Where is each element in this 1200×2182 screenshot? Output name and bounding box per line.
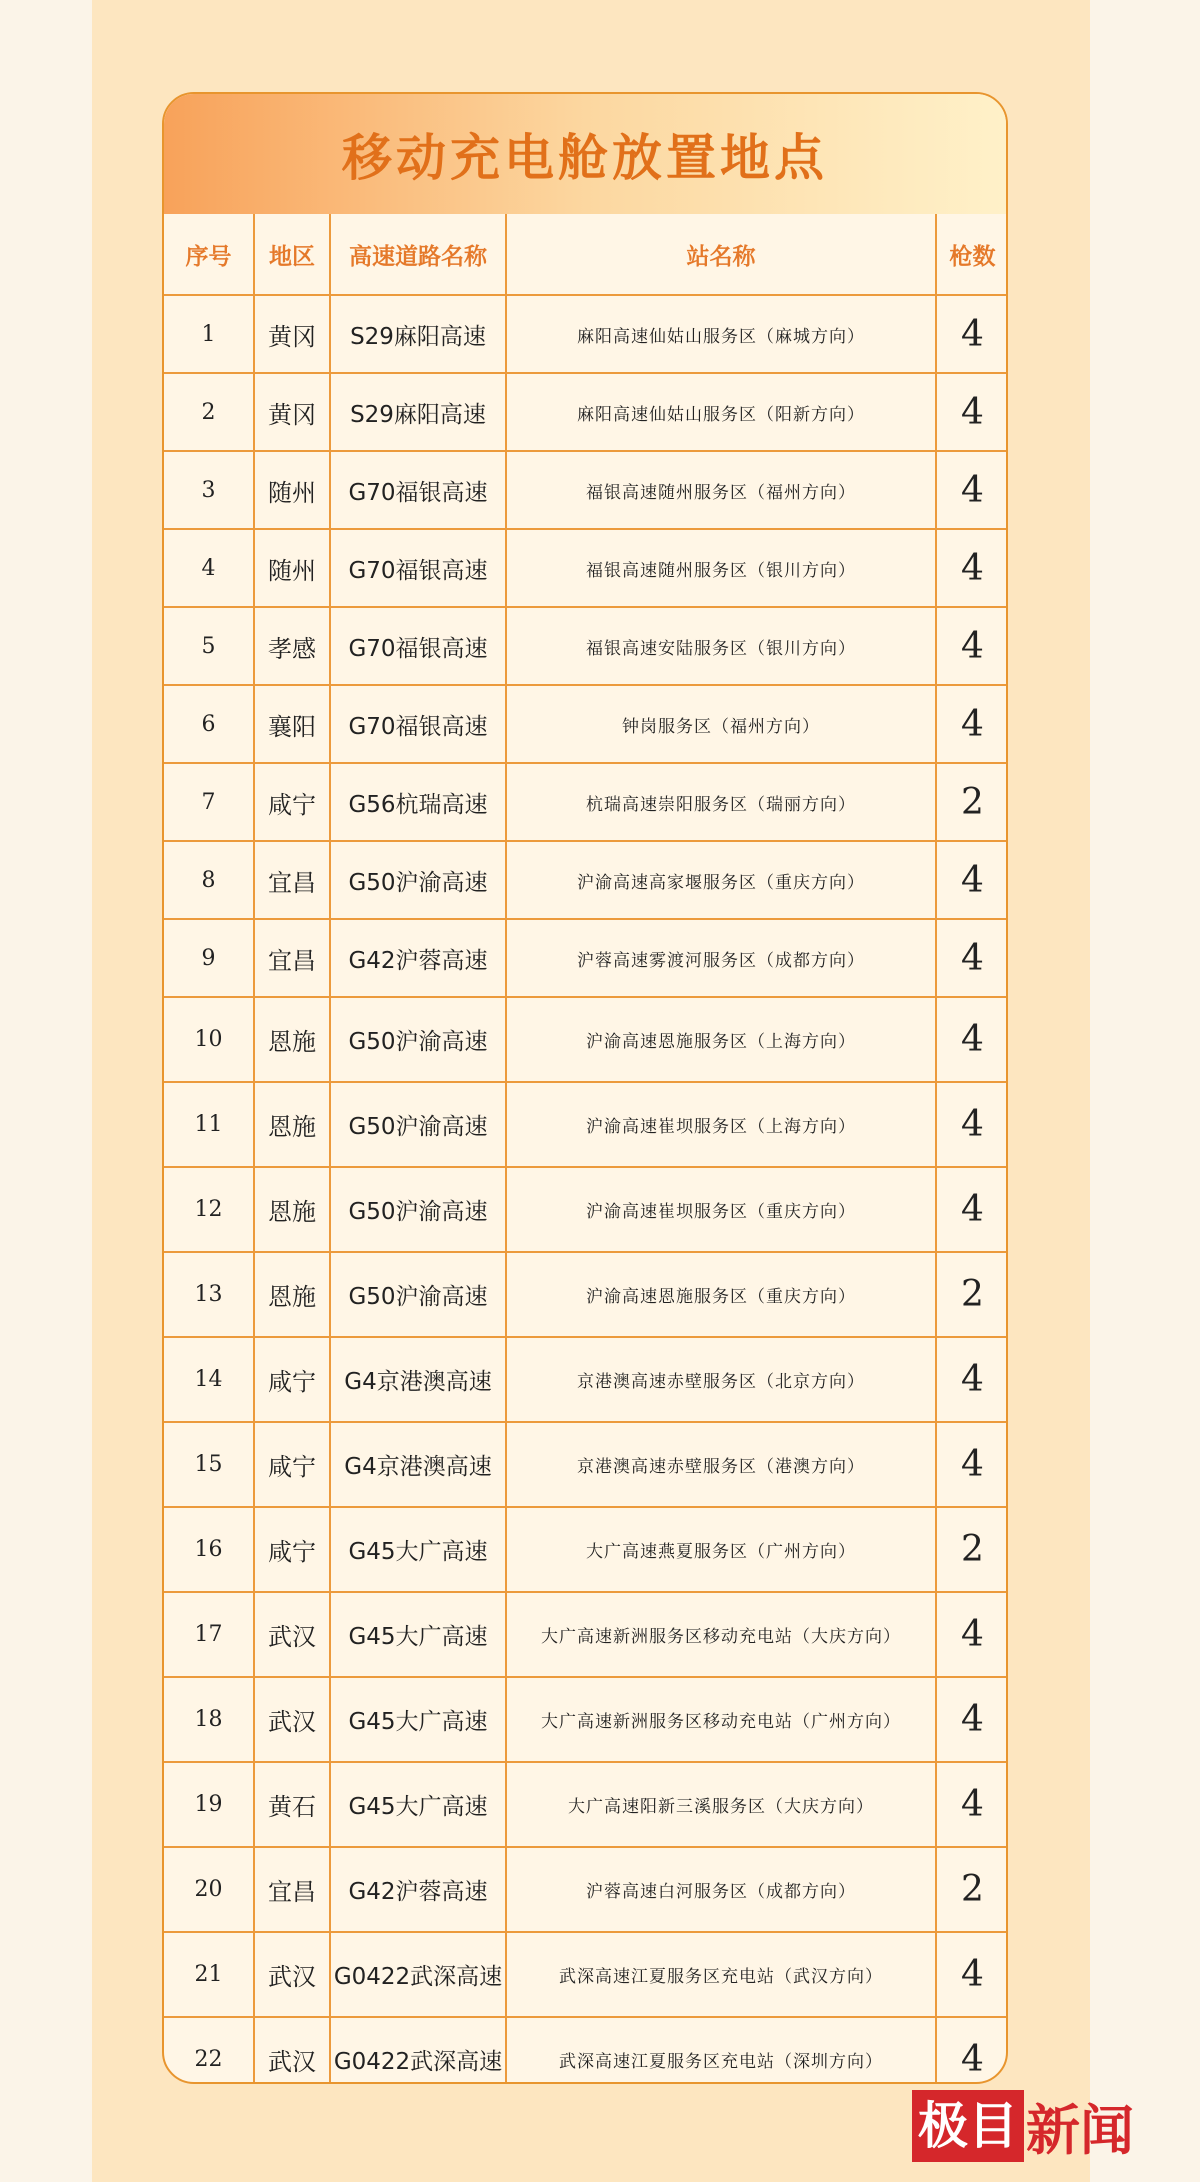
row-station: 沪渝高速崔坝服务区（上海方向） [506,1082,936,1167]
table-row [164,1677,1008,1762]
row-station: 福银高速随州服务区（福州方向） [506,451,936,529]
row-station: 钟岗服务区（福州方向） [506,685,936,763]
row-guns: 4 [936,919,1008,997]
row-road: G45大广高速 [330,1507,506,1592]
row-station: 福银高速随州服务区（银川方向） [506,529,936,607]
row-road: G70福银高速 [330,451,506,529]
row-region: 恩施 [254,1252,330,1337]
header-station: 站名称 [506,214,936,295]
row-no: 10 [164,997,254,1082]
row-guns: 2 [936,763,1008,841]
row-guns: 4 [936,1337,1008,1422]
header-region: 地区 [254,214,330,295]
row-no: 3 [164,451,254,529]
row-no: 18 [164,1677,254,1762]
row-region: 咸宁 [254,1422,330,1507]
row-guns: 4 [936,685,1008,763]
row-road: G45大广高速 [330,1762,506,1847]
row-no: 5 [164,607,254,685]
row-no: 21 [164,1932,254,2017]
table-row [164,1167,1008,1252]
row-region: 孝感 [254,607,330,685]
row-no: 17 [164,1592,254,1677]
row-guns: 4 [936,1762,1008,1847]
row-no: 2 [164,373,254,451]
row-station: 沪渝高速高家堰服务区（重庆方向） [506,841,936,919]
row-road: G50沪渝高速 [330,1252,506,1337]
locations-table [164,214,1008,2084]
row-no: 6 [164,685,254,763]
row-guns: 4 [936,1167,1008,1252]
row-guns: 4 [936,1082,1008,1167]
row-guns: 4 [936,1592,1008,1677]
row-station: 沪蓉高速白河服务区（成都方向） [506,1847,936,1932]
row-road: G70福银高速 [330,607,506,685]
row-no: 7 [164,763,254,841]
row-road: S29麻阳高速 [330,295,506,373]
row-road: G50沪渝高速 [330,1082,506,1167]
row-guns: 4 [936,529,1008,607]
table-row [164,685,1008,763]
row-no: 20 [164,1847,254,1932]
row-road: G45大广高速 [330,1592,506,1677]
table-row [164,451,1008,529]
row-no: 12 [164,1167,254,1252]
row-station: 京港澳高速赤壁服务区（港澳方向） [506,1422,936,1507]
row-station: 大广高速新洲服务区移动充电站（广州方向） [506,1677,936,1762]
table-row [164,763,1008,841]
table-row [164,1082,1008,1167]
row-guns: 4 [936,2017,1008,2084]
row-road: G0422武深高速 [330,2017,506,2084]
row-guns: 4 [936,1932,1008,2017]
table-row [164,841,1008,919]
header-guns: 枪数 [936,214,1008,295]
row-region: 随州 [254,451,330,529]
row-region: 武汉 [254,2017,330,2084]
table-row [164,2017,1008,2084]
row-region: 咸宁 [254,1337,330,1422]
header-no: 序号 [164,214,254,295]
row-road: G42沪蓉高速 [330,1847,506,1932]
row-station: 大广高速燕夏服务区（广州方向） [506,1507,936,1592]
locations-card [162,92,1008,2084]
table-row [164,997,1008,1082]
row-no: 8 [164,841,254,919]
row-no: 16 [164,1507,254,1592]
row-guns: 4 [936,997,1008,1082]
row-station: 武深高速江夏服务区充电站（深圳方向） [506,2017,936,2084]
row-road: G4京港澳高速 [330,1337,506,1422]
table-row [164,1762,1008,1847]
right-margin [1090,0,1200,2182]
table-row [164,529,1008,607]
row-guns: 4 [936,841,1008,919]
table-row [164,373,1008,451]
row-no: 11 [164,1082,254,1167]
row-road: G4京港澳高速 [330,1422,506,1507]
row-guns: 4 [936,1677,1008,1762]
table-row [164,919,1008,997]
row-guns: 2 [936,1507,1008,1592]
table-row [164,607,1008,685]
row-region: 恩施 [254,997,330,1082]
table-row [164,295,1008,373]
row-no: 13 [164,1252,254,1337]
row-station: 沪渝高速崔坝服务区（重庆方向） [506,1167,936,1252]
table-row [164,1507,1008,1592]
row-guns: 2 [936,1847,1008,1932]
row-region: 宜昌 [254,841,330,919]
row-region: 襄阳 [254,685,330,763]
row-region: 黄石 [254,1762,330,1847]
row-region: 咸宁 [254,763,330,841]
row-station: 武深高速江夏服务区充电站（武汉方向） [506,1932,936,2017]
row-region: 黄冈 [254,373,330,451]
table-row [164,1847,1008,1932]
row-guns: 2 [936,1252,1008,1337]
table-row [164,1422,1008,1507]
row-guns: 4 [936,607,1008,685]
row-no: 4 [164,529,254,607]
row-no: 14 [164,1337,254,1422]
row-road: G70福银高速 [330,685,506,763]
news-logo [912,2090,1134,2162]
table-row [164,1337,1008,1422]
row-station: 麻阳高速仙姑山服务区（阳新方向） [506,373,936,451]
row-no: 19 [164,1762,254,1847]
row-road: G50沪渝高速 [330,997,506,1082]
table-row [164,1252,1008,1337]
row-guns: 4 [936,373,1008,451]
row-no: 9 [164,919,254,997]
page-title: 移动充电舱放置地点 [342,128,828,187]
row-region: 黄冈 [254,295,330,373]
table-row [164,1592,1008,1677]
row-road: G50沪渝高速 [330,841,506,919]
row-station: 杭瑞高速崇阳服务区（瑞丽方向） [506,763,936,841]
row-road: G70福银高速 [330,529,506,607]
row-region: 武汉 [254,1592,330,1677]
row-region: 宜昌 [254,919,330,997]
row-station: 大广高速阳新三溪服务区（大庆方向） [506,1762,936,1847]
row-station: 麻阳高速仙姑山服务区（麻城方向） [506,295,936,373]
row-station: 沪蓉高速雾渡河服务区（成都方向） [506,919,936,997]
table-header-row [164,214,1008,295]
row-road: S29麻阳高速 [330,373,506,451]
row-guns: 4 [936,295,1008,373]
row-no: 15 [164,1422,254,1507]
row-station: 福银高速安陆服务区（银川方向） [506,607,936,685]
logo-text: 新闻 [1026,2097,1134,2162]
row-road: G45大广高速 [330,1677,506,1762]
logo-mark: 极目 [912,2090,1024,2162]
row-region: 咸宁 [254,1507,330,1592]
row-region: 宜昌 [254,1847,330,1932]
row-road: G0422武深高速 [330,1932,506,2017]
row-region: 武汉 [254,1677,330,1762]
header-road: 高速道路名称 [330,214,506,295]
row-no: 22 [164,2017,254,2084]
left-margin [0,0,92,2182]
row-region: 武汉 [254,1932,330,2017]
row-station: 京港澳高速赤壁服务区（北京方向） [506,1337,936,1422]
row-region: 随州 [254,529,330,607]
row-road: G50沪渝高速 [330,1167,506,1252]
row-guns: 4 [936,451,1008,529]
row-station: 沪渝高速恩施服务区（重庆方向） [506,1252,936,1337]
row-station: 沪渝高速恩施服务区（上海方向） [506,997,936,1082]
row-station: 大广高速新洲服务区移动充电站（大庆方向） [506,1592,936,1677]
row-no: 1 [164,295,254,373]
row-guns: 4 [936,1422,1008,1507]
row-road: G56杭瑞高速 [330,763,506,841]
row-region: 恩施 [254,1082,330,1167]
table-row [164,1932,1008,2017]
row-region: 恩施 [254,1167,330,1252]
row-road: G42沪蓉高速 [330,919,506,997]
